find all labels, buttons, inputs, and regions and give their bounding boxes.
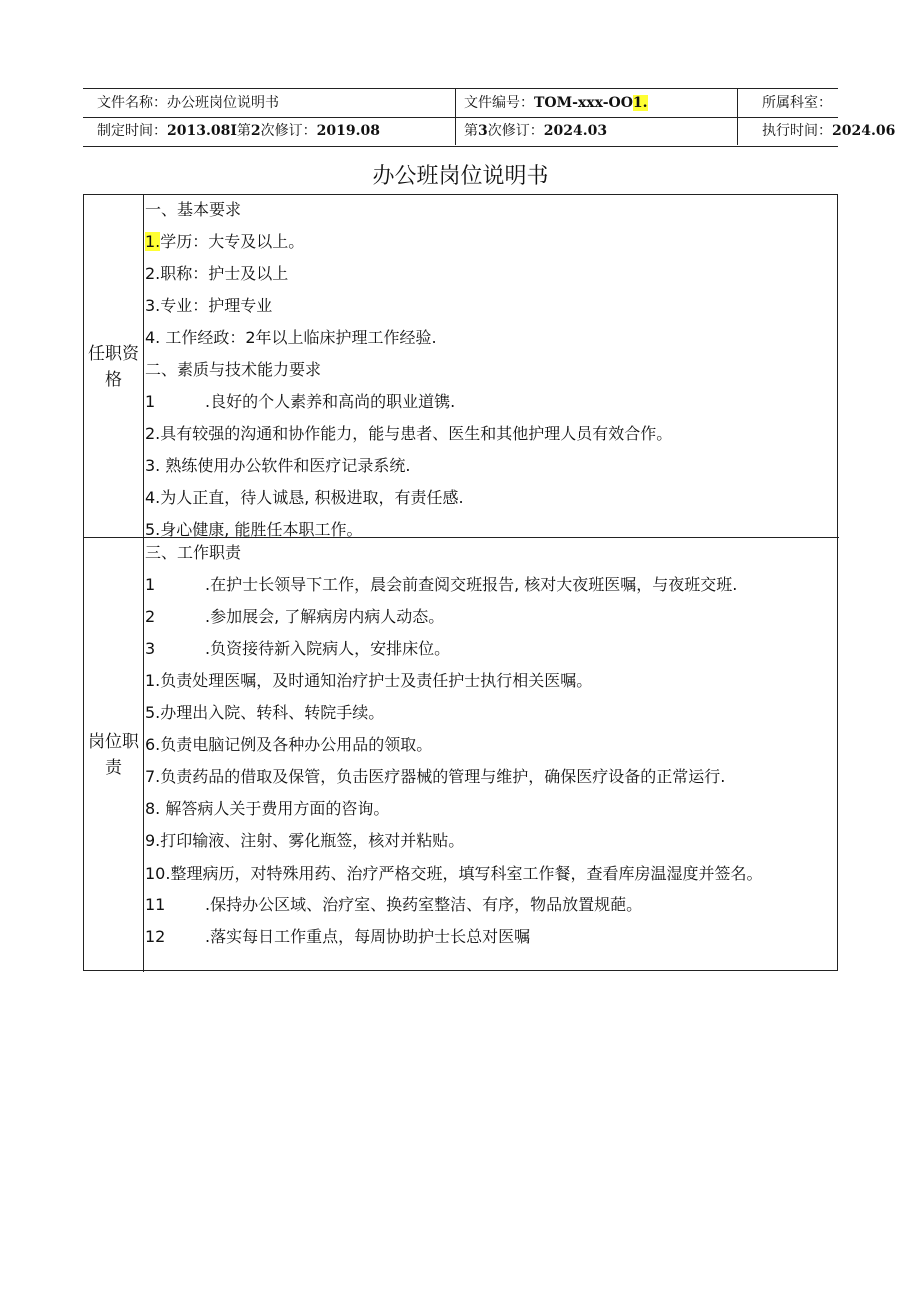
header-row-2 (83, 117, 896, 145)
rev2-label: 第 (236, 123, 251, 139)
rev3-num: 3 (478, 123, 488, 139)
list-item: 3.专业：护理专业 (145, 296, 273, 315)
item-number: 12 (145, 927, 166, 946)
list-item: 8. 解答病人关于费用方面的咨询。 (145, 799, 390, 818)
list-item: 6.负责电脑记例及各种办公用品的领取。 (145, 735, 433, 754)
item-text: .落实每日工作重点，每周协助护士长总对医嘱 (205, 927, 531, 946)
list-item: 2.具有较强的沟通和协作能力，能与患者、医生和其他护理人员有效合作。 (145, 424, 673, 443)
item-text: .参加展会, 了解病房内病人动态。 (205, 607, 445, 626)
doc-no-label: 文件编号： (464, 95, 534, 111)
item-number: 1 (145, 392, 156, 411)
list-item (145, 922, 837, 954)
item-text: .在护士长领导下工作，晨会前查阅交班报告, 核对大夜班医嘱，与夜班交班. (205, 575, 738, 594)
item-number: 2 (145, 607, 156, 626)
list-item (145, 387, 837, 419)
rev2-value: 2019.08 (316, 123, 380, 139)
rev3-cell (455, 117, 737, 145)
list-item: 4. 工作经政：2年以上临床护理工作经验. (145, 328, 437, 347)
rev3-text: 次修订： (487, 123, 544, 139)
page-title: 办公班岗位说明书 (372, 164, 549, 189)
rev3-label: 第 (464, 123, 478, 139)
list-item (145, 634, 837, 666)
duties-heading: 三、工作职责 (145, 543, 242, 562)
item-text: 学历：大专及以上。 (160, 232, 305, 251)
qualification-content (145, 195, 837, 547)
qualification-label: 任职资格 (88, 343, 139, 390)
exec-value: 2024.06 (832, 123, 896, 139)
list-item: 7.负责药品的借取及保管，负击医疗器械的管理与维护，确保医疗设备的正常运行. (145, 767, 726, 786)
list-item: 10.整理病历，对特殊用药、治疗严格交班，填写科室工作餐，查看库房温湿度并签名。 (145, 864, 763, 883)
item-text: .良好的个人素养和高尚的职业道镌. (205, 392, 456, 411)
list-item (145, 890, 837, 922)
dept-label: 所属科室： (762, 95, 832, 111)
item-number: 3 (145, 639, 156, 658)
basic-requirements-heading: 一、基本要求 (145, 200, 242, 219)
qualification-label-cell (84, 195, 144, 538)
list-item (145, 570, 837, 602)
duties-label-cell (84, 538, 144, 972)
list-item: 5.办理出入院、转科、转院手续。 (145, 703, 385, 722)
exec-label: 执行时间： (762, 123, 832, 139)
made-value: 2013.08 (167, 123, 231, 139)
duties-content (145, 538, 837, 954)
list-item: 3. 熟练使用办公软件和医疗记录系统. (145, 456, 411, 475)
doc-no-value: TOM-xxx-OO (534, 95, 633, 111)
made-label: 制定时间： (97, 123, 167, 139)
doc-no-suffix: 1. (632, 95, 648, 111)
list-item: 1.负责处理医嘱，及时通知治疗护士及责任护士执行相关医嘱。 (145, 671, 593, 690)
list-item: 4.为人正直，待人诚恳, 积极进取，有责任感. (145, 488, 464, 507)
rev2-num: 2 (250, 123, 261, 139)
duties-label: 岗位职责 (88, 732, 139, 778)
item-text: .保持办公区域、治疗室、换药室整洁、有序，物品放置规葩。 (205, 895, 643, 914)
item-number: 11 (145, 895, 166, 914)
doc-name-label: 文件名称： (97, 95, 167, 111)
dept-cell (737, 89, 838, 117)
rev3-value: 2024.03 (543, 123, 608, 139)
item-number: 1 (145, 575, 156, 594)
ability-requirements-heading: 二、素质与技术能力要求 (145, 360, 322, 379)
document-header (83, 88, 896, 147)
job-description-table (83, 194, 838, 971)
list-item: 2.职称：护士及以上 (145, 264, 289, 283)
list-item: 5.身心健康, 能胜任本职工作。 (145, 520, 363, 539)
doc-name-cell (83, 89, 455, 117)
doc-no-cell (455, 89, 737, 117)
doc-name-value: 办公班岗位说明书 (167, 95, 279, 111)
list-item (145, 227, 837, 259)
rev2-text: 次修订： (260, 123, 317, 139)
item-number: 1. (145, 232, 161, 251)
exec-time-cell (737, 117, 896, 145)
made-time-cell (83, 117, 455, 145)
list-item: 9.打印输液、注射、雾化瓶签，核对并粘贴。 (145, 831, 465, 850)
item-text: .负资接待新入院病人，安排床位。 (205, 639, 451, 658)
rev2-mark: I (230, 123, 237, 139)
list-item (145, 602, 837, 634)
header-row-1 (83, 89, 838, 118)
